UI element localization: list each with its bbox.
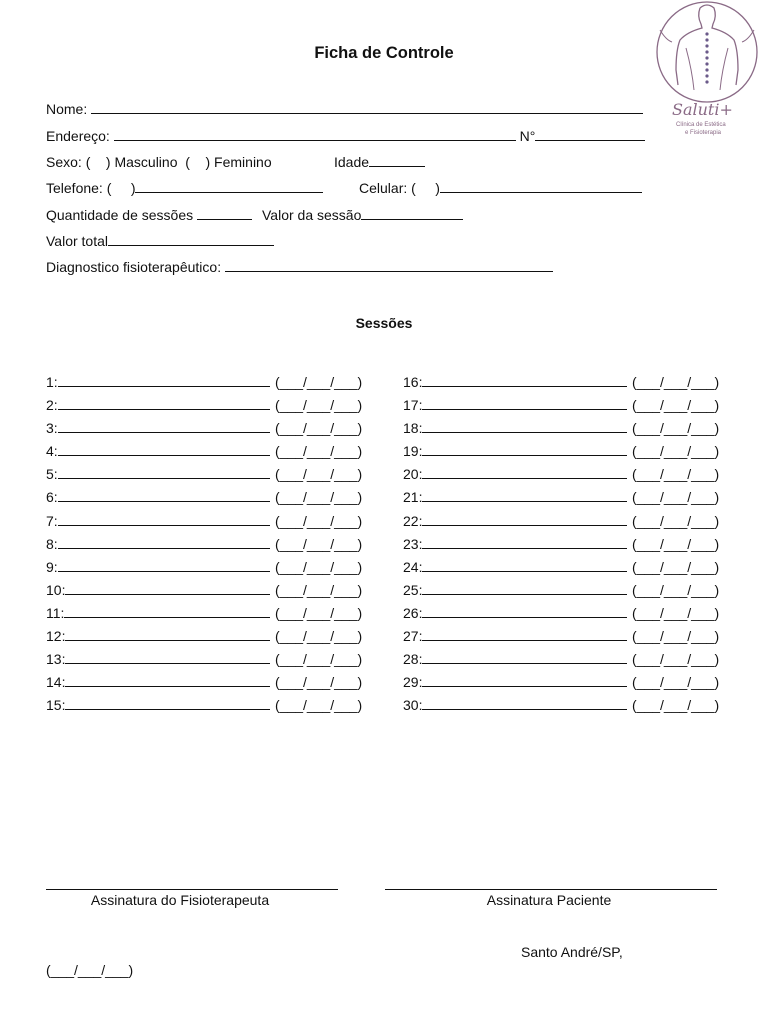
- session-line[interactable]: [58, 513, 270, 526]
- session-number: 24:: [403, 558, 423, 575]
- session-line[interactable]: [422, 489, 627, 502]
- session-date[interactable]: (___/___/___): [632, 604, 720, 621]
- endereco-line[interactable]: [114, 128, 516, 141]
- session-date[interactable]: (___/___/___): [275, 581, 363, 598]
- session-number: 20:: [403, 466, 423, 483]
- field-endereco[interactable]: [46, 125, 645, 148]
- session-row[interactable]: [403, 443, 719, 466]
- session-date[interactable]: (___/___/___): [632, 443, 720, 460]
- signature-line-paciente[interactable]: [385, 889, 717, 890]
- body-silhouette-icon: [652, 0, 762, 142]
- session-line[interactable]: [422, 466, 627, 479]
- session-number: 19:: [403, 443, 423, 460]
- session-row[interactable]: [403, 628, 719, 651]
- session-number: 15:: [46, 697, 66, 714]
- session-date[interactable]: (___/___/___): [275, 443, 363, 460]
- session-line[interactable]: [422, 536, 627, 549]
- session-date[interactable]: (___/___/___): [275, 535, 363, 552]
- session-date[interactable]: (___/___/___): [632, 674, 720, 691]
- session-row[interactable]: [403, 697, 719, 720]
- field-nome[interactable]: [46, 98, 643, 121]
- session-line[interactable]: [58, 420, 270, 433]
- session-number: 5:: [46, 466, 58, 483]
- session-row[interactable]: [403, 420, 719, 443]
- session-number: 14:: [46, 674, 66, 691]
- session-number: 16:: [403, 374, 423, 390]
- session-number: 27:: [403, 628, 423, 645]
- session-date[interactable]: (___/___/___): [632, 489, 720, 506]
- field-idade[interactable]: [334, 151, 425, 174]
- session-date[interactable]: (___/___/___): [632, 558, 720, 575]
- qtd-line[interactable]: [197, 207, 252, 220]
- session-date[interactable]: (___/___/___): [275, 489, 363, 506]
- session-date[interactable]: (___/___/___): [632, 466, 720, 483]
- session-row[interactable]: [403, 374, 719, 397]
- session-row[interactable]: [46, 674, 362, 697]
- session-date[interactable]: (___/___/___): [275, 628, 363, 645]
- telefone-label: Telefone: ( ): [46, 180, 136, 196]
- session-number: 23:: [403, 535, 423, 552]
- session-line[interactable]: [58, 443, 270, 456]
- field-valor-total[interactable]: [46, 230, 274, 253]
- session-line[interactable]: [58, 466, 270, 479]
- session-date[interactable]: (___/___/___): [275, 558, 363, 575]
- session-line[interactable]: [58, 536, 270, 549]
- session-number: 11:: [46, 604, 65, 621]
- session-row[interactable]: [46, 374, 362, 397]
- numero-label: N°: [519, 128, 536, 144]
- session-line[interactable]: [64, 605, 270, 618]
- session-row[interactable]: [46, 536, 362, 559]
- session-row[interactable]: [403, 536, 719, 559]
- session-date[interactable]: (___/___/___): [632, 651, 720, 668]
- session-number: 25:: [403, 581, 423, 598]
- session-line[interactable]: [65, 651, 270, 664]
- session-line[interactable]: [65, 697, 270, 710]
- session-line[interactable]: [58, 559, 270, 572]
- session-date[interactable]: (___/___/___): [275, 674, 363, 691]
- celular-label: Celular: ( ): [359, 180, 440, 196]
- logo-tagline-2: e Fisioterapia: [685, 130, 722, 136]
- session-row[interactable]: [46, 420, 362, 443]
- session-number: 13:: [46, 651, 66, 668]
- session-date[interactable]: (___/___/___): [632, 581, 720, 598]
- valor-sessao-line[interactable]: [361, 207, 463, 220]
- idade-line[interactable]: [369, 154, 425, 167]
- session-row[interactable]: [46, 513, 362, 536]
- page-title: Ficha de Controle: [314, 44, 454, 62]
- session-date[interactable]: (___/___/___): [632, 512, 720, 529]
- session-date[interactable]: (___/___/___): [275, 651, 363, 668]
- logo-tagline-1: Clínica de Estética: [676, 122, 726, 128]
- session-row[interactable]: [403, 397, 719, 420]
- session-row[interactable]: [403, 674, 719, 697]
- session-date[interactable]: (___/___/___): [275, 420, 363, 437]
- session-line[interactable]: [58, 374, 270, 387]
- numero-line[interactable]: [535, 128, 645, 141]
- session-line[interactable]: [422, 443, 627, 456]
- session-row[interactable]: [46, 605, 362, 628]
- qtd-label: Quantidade de sessões: [46, 207, 194, 223]
- session-line[interactable]: [422, 651, 627, 664]
- clinic-logo: [652, 0, 762, 142]
- session-line[interactable]: [422, 582, 627, 595]
- field-telefone[interactable]: [46, 177, 323, 200]
- session-date[interactable]: (___/___/___): [632, 420, 720, 437]
- session-number: 29:: [403, 674, 423, 691]
- field-celular[interactable]: [359, 177, 642, 200]
- sessions-heading: Sessões: [355, 315, 413, 331]
- session-number: 1:: [46, 374, 58, 390]
- idade-label: Idade: [334, 154, 370, 170]
- diagnostico-line[interactable]: [225, 259, 553, 272]
- signature-label-fisioterapeuta: Assinatura do Fisioterapeuta: [90, 892, 270, 908]
- session-date[interactable]: (___/___/___): [632, 535, 720, 552]
- session-row[interactable]: [46, 559, 362, 582]
- endereco-label: Endereço:: [46, 128, 110, 144]
- session-line[interactable]: [422, 397, 627, 410]
- session-row[interactable]: [46, 697, 362, 720]
- signature-label-paciente: Assinatura Paciente: [486, 892, 612, 908]
- session-line[interactable]: [422, 628, 627, 641]
- diagnostico-label: Diagnostico fisioterapêutico:: [46, 259, 222, 275]
- session-number: 26:: [403, 604, 423, 621]
- nome-line[interactable]: [91, 101, 643, 114]
- session-row[interactable]: [403, 651, 719, 674]
- session-line[interactable]: [58, 489, 270, 502]
- sessions-right-column: [403, 374, 719, 720]
- sessions-left-column: [46, 374, 362, 720]
- session-line[interactable]: [65, 628, 270, 641]
- field-diagnostico[interactable]: [46, 256, 553, 279]
- session-number: 30:: [403, 697, 423, 714]
- session-number: 8:: [46, 535, 58, 552]
- logo-brand: Saluti+: [672, 100, 733, 119]
- session-number: 9:: [46, 558, 58, 575]
- session-date[interactable]: (___/___/___): [275, 466, 363, 483]
- session-number: 7:: [46, 512, 58, 529]
- session-line[interactable]: [422, 559, 627, 572]
- session-row[interactable]: [46, 651, 362, 674]
- session-row[interactable]: [46, 397, 362, 420]
- session-date[interactable]: (___/___/___): [275, 397, 363, 414]
- session-row[interactable]: [403, 489, 719, 512]
- session-number: 12:: [46, 628, 66, 645]
- session-row[interactable]: [403, 513, 719, 536]
- session-row[interactable]: [46, 466, 362, 489]
- session-number: 18:: [403, 420, 423, 437]
- session-row[interactable]: [46, 443, 362, 466]
- field-quantidade[interactable]: [46, 204, 252, 227]
- session-line[interactable]: [422, 374, 627, 387]
- session-date[interactable]: (___/___/___): [275, 697, 363, 714]
- session-number: 10:: [46, 581, 66, 598]
- location-text: Santo André/SP,: [521, 944, 623, 960]
- session-date[interactable]: (___/___/___): [632, 628, 720, 645]
- session-line[interactable]: [422, 605, 627, 618]
- valor-total-label: Valor total: [46, 233, 108, 249]
- session-row[interactable]: [46, 582, 362, 605]
- session-number: 6:: [46, 489, 58, 506]
- session-row[interactable]: [403, 605, 719, 628]
- session-number: 17:: [403, 397, 423, 414]
- session-row[interactable]: [403, 582, 719, 605]
- session-line[interactable]: [422, 697, 627, 710]
- session-number: 22:: [403, 512, 423, 529]
- session-line[interactable]: [422, 513, 627, 526]
- session-number: 3:: [46, 420, 58, 437]
- session-row[interactable]: [403, 559, 719, 582]
- session-date[interactable]: (___/___/___): [275, 512, 363, 529]
- valor-sessao-label: Valor da sessão: [262, 207, 362, 223]
- session-row[interactable]: [46, 489, 362, 512]
- session-number: 4:: [46, 443, 58, 460]
- session-line[interactable]: [58, 397, 270, 410]
- valor-total-line[interactable]: [108, 233, 274, 246]
- final-date[interactable]: (___/___/___): [46, 962, 134, 978]
- field-sexo[interactable]: [46, 151, 272, 174]
- nome-label: Nome:: [46, 101, 88, 117]
- session-number: 2:: [46, 397, 58, 414]
- session-date[interactable]: (___/___/___): [632, 697, 720, 714]
- session-date[interactable]: (___/___/___): [632, 397, 720, 414]
- session-date[interactable]: (___/___/___): [632, 374, 720, 390]
- session-number: 28:: [403, 651, 423, 668]
- session-number: 21:: [403, 489, 423, 506]
- session-date[interactable]: (___/___/___): [275, 604, 363, 621]
- session-line[interactable]: [65, 674, 270, 687]
- field-valor-sessao[interactable]: [262, 204, 463, 227]
- celular-line[interactable]: [440, 180, 642, 193]
- session-row[interactable]: [403, 466, 719, 489]
- session-line[interactable]: [422, 420, 627, 433]
- session-date[interactable]: (___/___/___): [275, 374, 363, 390]
- session-line[interactable]: [65, 582, 270, 595]
- telefone-line[interactable]: [135, 180, 323, 193]
- session-row[interactable]: [46, 628, 362, 651]
- session-line[interactable]: [422, 674, 627, 687]
- sexo-label: Sexo: ( ) Masculino ( ) Feminino: [46, 154, 272, 170]
- signature-line-fisioterapeuta[interactable]: [46, 889, 338, 890]
